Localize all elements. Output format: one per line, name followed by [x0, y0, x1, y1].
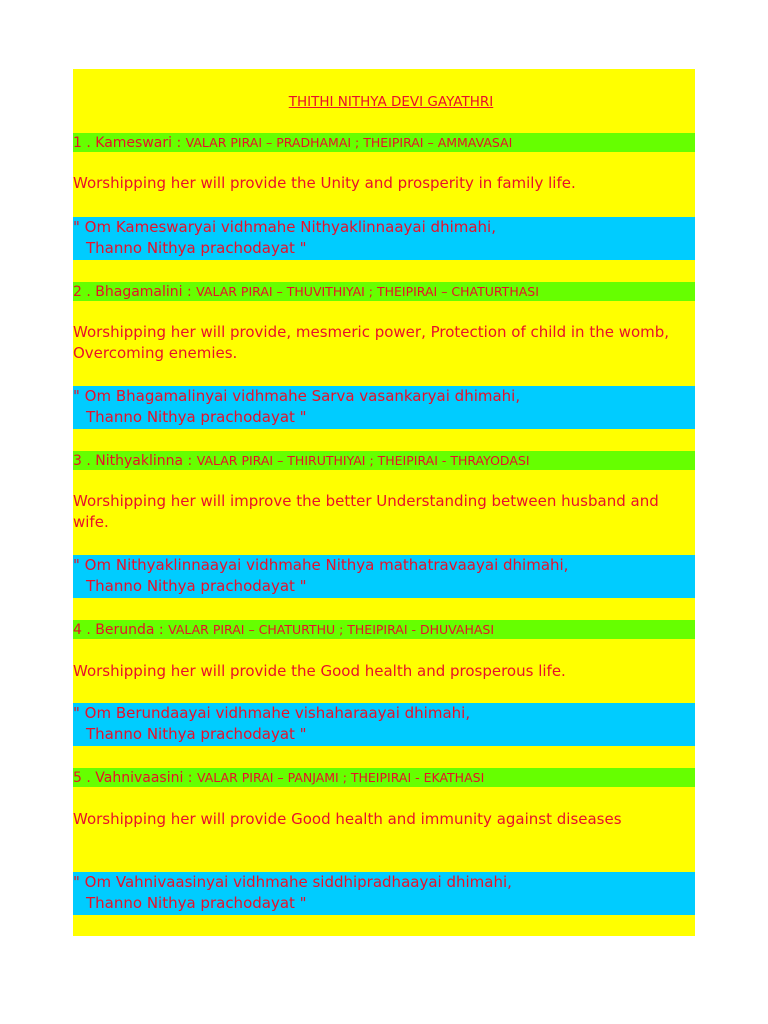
document-page: [73, 69, 695, 936]
entry-2-name: 2 . Bhagamalini :: [73, 284, 197, 300]
entry-3-thithi: VALAR PIRAI – THIRUTHIYAI ; THEIPIRAI - THRAYODASI: [196, 453, 530, 468]
entry-2-benefit: Worshipping her will provide, mesmeric power, Protection of child in the womb, Overcoming enemies.: [73, 323, 670, 362]
entry-5-mantra-line1: " Om Vahnivaasinyai vidhmahe siddhipradhaayai dhimahi,: [73, 873, 512, 891]
entry-1-thithi: VALAR PIRAI – PRADHAMAI ; THEIPIRAI – AMMAVASAI: [185, 135, 513, 150]
entry-5-benefit: Worshipping her will provide Good health and immunity against diseases: [73, 810, 622, 828]
entry-1-benefit: Worshipping her will provide the Unity and prosperity in family life.: [73, 174, 576, 192]
entry-4-name: 4 . Berunda :: [73, 622, 169, 638]
entry-1-mantra-line1: " Om Kameswaryai vidhmahe Nithyaklinnaayai dhimahi,: [73, 218, 496, 236]
entry-3-mantra-line1: " Om Nithyaklinnaayai vidhmahe Nithya mathatravaayai dhimahi,: [73, 556, 569, 574]
entry-4-mantra: [73, 703, 695, 746]
entry-2-mantra-line2: Thanno Nithya prachodayat ": [86, 408, 307, 426]
entry-3-mantra: [73, 555, 695, 598]
entry-5-heading: [73, 768, 695, 787]
entry-5-mantra: [73, 872, 695, 915]
entry-2-heading: [73, 282, 695, 301]
entry-1-heading: [73, 133, 695, 152]
entry-5-mantra-line2: Thanno Nithya prachodayat ": [86, 894, 307, 912]
entry-2-thithi: VALAR PIRAI – THUVITHIYAI ; THEIPIRAI – CHATURTHASI: [196, 284, 539, 299]
page-title: THITHI NITHYA DEVI GAYATHRI: [288, 94, 494, 110]
entry-1-mantra-line2: Thanno Nithya prachodayat ": [86, 239, 307, 257]
entry-3-name: 3 . Nithyaklinna :: [73, 453, 197, 469]
entry-1-name: 1 . Kameswari :: [73, 135, 186, 151]
entry-4-mantra-line2: Thanno Nithya prachodayat ": [86, 725, 307, 743]
entry-5-name: 5 . Vahnivaasini :: [73, 770, 197, 786]
entry-2-mantra: [73, 386, 695, 429]
entry-3-heading: [73, 451, 695, 470]
entry-4-mantra-line1: " Om Berundaayai vidhmahe vishaharaayai dhimahi,: [73, 704, 471, 722]
entry-4-thithi: VALAR PIRAI – CHATURTHU ; THEIPIRAI - DHUVAHASI: [168, 622, 495, 637]
entry-3-mantra-line2: Thanno Nithya prachodayat ": [86, 577, 307, 595]
entry-1-mantra: [73, 217, 695, 260]
entry-2-mantra-line1: " Om Bhagamalinyai vidhmahe Sarva vasankaryai dhimahi,: [73, 387, 521, 405]
entry-4-benefit: Worshipping her will provide the Good health and prosperous life.: [73, 662, 566, 680]
entry-5-thithi: VALAR PIRAI – PANJAMI ; THEIPIRAI - EKATHASI: [196, 770, 485, 785]
entry-3-benefit: Worshipping her will improve the better Understanding between husband and wife.: [73, 492, 659, 531]
entry-4-heading: [73, 620, 695, 639]
